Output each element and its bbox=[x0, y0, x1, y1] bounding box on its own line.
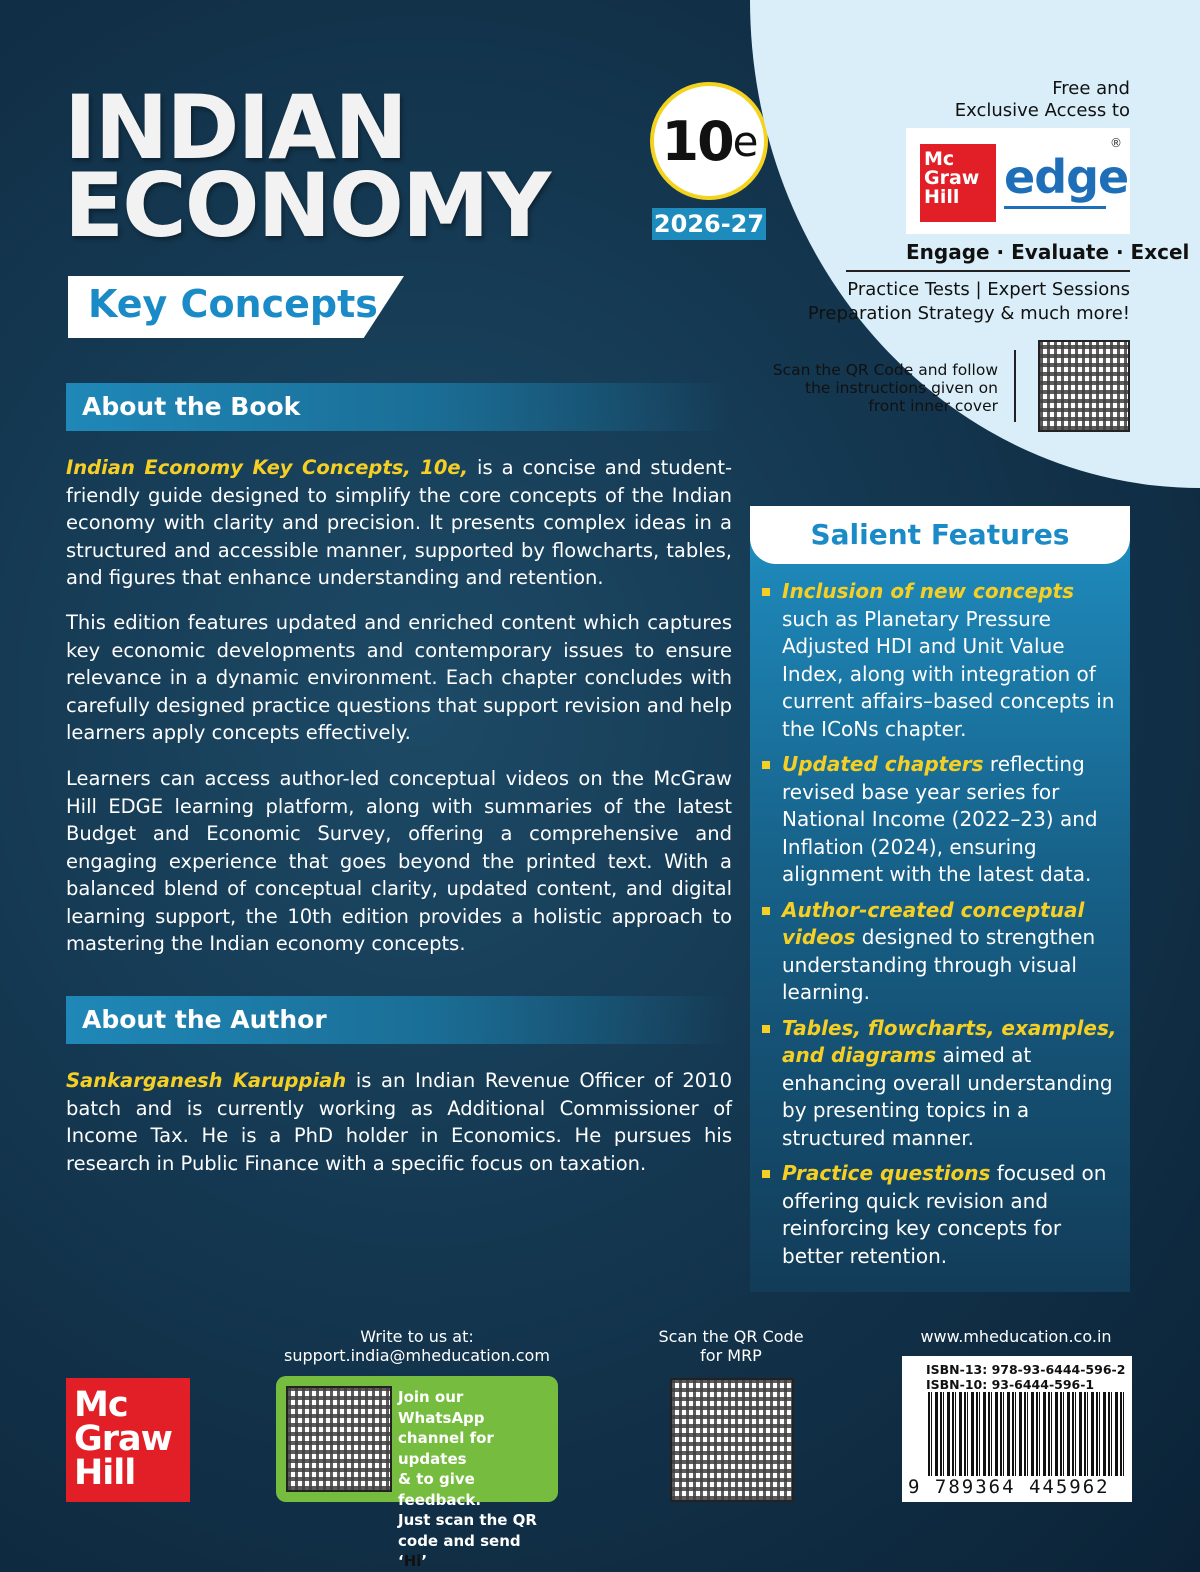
about-book-paragraph-3: Learners can access author-led conceptual videos on the McGraw Hill EDGE learning platform, along with summaries of the latest Budget and Economic Survey, offering a comprehensive and engaging experience that goes beyond the printed text. With a balanced blend of conceptual clarity, updated content, and digital learning support, the 10th edition provides a holistic approach to mastering the Indian economy concepts. bbox=[66, 767, 732, 955]
subtitle: Key Concepts bbox=[88, 282, 378, 326]
title-line-1: INDIAN bbox=[64, 76, 406, 179]
feature-item: Updated chapters reflecting revised base year series for National Income (2022–23) and Inflation (2024), ensuring alignment with the latest data. bbox=[762, 751, 1118, 889]
features-heading: Salient Features bbox=[750, 506, 1130, 564]
mcgraw-hill-logo-small: Mc Graw Hill bbox=[920, 144, 996, 222]
mrp-qr-label: Scan the QR Code for MRP bbox=[658, 1327, 804, 1365]
edge-tagline: Engage · Evaluate · Excel bbox=[906, 240, 1190, 264]
website-link[interactable]: www.mheducation.co.in bbox=[920, 1327, 1112, 1346]
isbn-text: ISBN-13: 978-93-6444-596-2 ISBN-10: 93-6444-596-1 bbox=[926, 1362, 1126, 1392]
edge-scan-instructions: Scan the QR Code and follow the instructions given on front inner cover bbox=[772, 361, 998, 415]
support-contact: Write to us at: support.india@mheducation.com bbox=[266, 1327, 568, 1365]
free-access-text: Free and Exclusive Access to bbox=[954, 78, 1130, 121]
barcode bbox=[928, 1392, 1124, 1476]
edge-wordmark: edge bbox=[1004, 150, 1129, 204]
feature-item: Inclusion of new concepts such as Planetary Pressure Adjusted HDI and Unit Value Index, along with integration of current affairs–based concepts in the ICoNs chapter. bbox=[762, 578, 1118, 743]
about-book-paragraph-1: Indian Economy Key Concepts, 10e, is a concise and student-friendly guide designed to simplify the core concepts of the Indian economy with clarity and precision. It presents complex ideas in a structured and accessible manner, supported by flowcharts, tables, and figures that enhance understanding and retention. bbox=[66, 456, 732, 589]
edge-qr-code[interactable] bbox=[1038, 340, 1130, 432]
support-email-link[interactable]: support.india@mheducation.com bbox=[284, 1346, 550, 1365]
about-author-heading: About the Author bbox=[66, 996, 730, 1044]
about-book-heading: About the Book bbox=[66, 383, 730, 431]
whatsapp-qr-code[interactable] bbox=[286, 1386, 392, 1492]
divider bbox=[846, 270, 1130, 272]
year-badge: 2026-27 bbox=[653, 210, 765, 238]
feature-item: Tables, flowcharts, examples, and diagrams aimed at enhancing overall understanding by presenting topics in a structured manner. bbox=[762, 1015, 1118, 1153]
features-list bbox=[762, 578, 1118, 1278]
mcgraw-hill-logo: Mc Graw Hill bbox=[66, 1378, 190, 1502]
whatsapp-text: Join our WhatsApp channel for updates & to give feedback. Just scan the QR code and send ‘Hi’ bbox=[398, 1388, 537, 1570]
title-line-2: ECONOMY bbox=[64, 154, 550, 257]
mrp-qr-code[interactable] bbox=[670, 1378, 794, 1502]
feature-item: Practice questions focused on offering quick revision and reinforcing key concepts for better retention. bbox=[762, 1160, 1118, 1270]
edition-suffix: e bbox=[732, 116, 757, 166]
edition-number: 10 bbox=[661, 109, 733, 173]
edge-underline bbox=[1004, 206, 1106, 209]
about-author-paragraph: Sankarganesh Karuppiah is an Indian Revenue Officer of 2010 batch and is currently working as Additional Commissioner of Income Tax. He is a PhD holder in Economics. He pursues his research in Public Finance with a specific focus on taxation. bbox=[66, 1069, 732, 1175]
barcode-number: 9 789364 445962 bbox=[908, 1476, 1110, 1498]
divider bbox=[1014, 350, 1016, 422]
feature-item: Author-created conceptual videos designed to strengthen understanding through visual learning. bbox=[762, 897, 1118, 1007]
about-book-paragraph-2: This edition features updated and enriched content which captures key economic developments and contemporary issues to ensure relevance in a dynamic environment. Each chapter concludes with carefully designed practice questions that support revision and help learners apply concepts effectively. bbox=[66, 611, 732, 744]
edge-offer-text: Practice Tests | Expert Sessions Preparation Strategy & much more! bbox=[807, 279, 1130, 324]
registered-mark: ® bbox=[1110, 136, 1122, 150]
